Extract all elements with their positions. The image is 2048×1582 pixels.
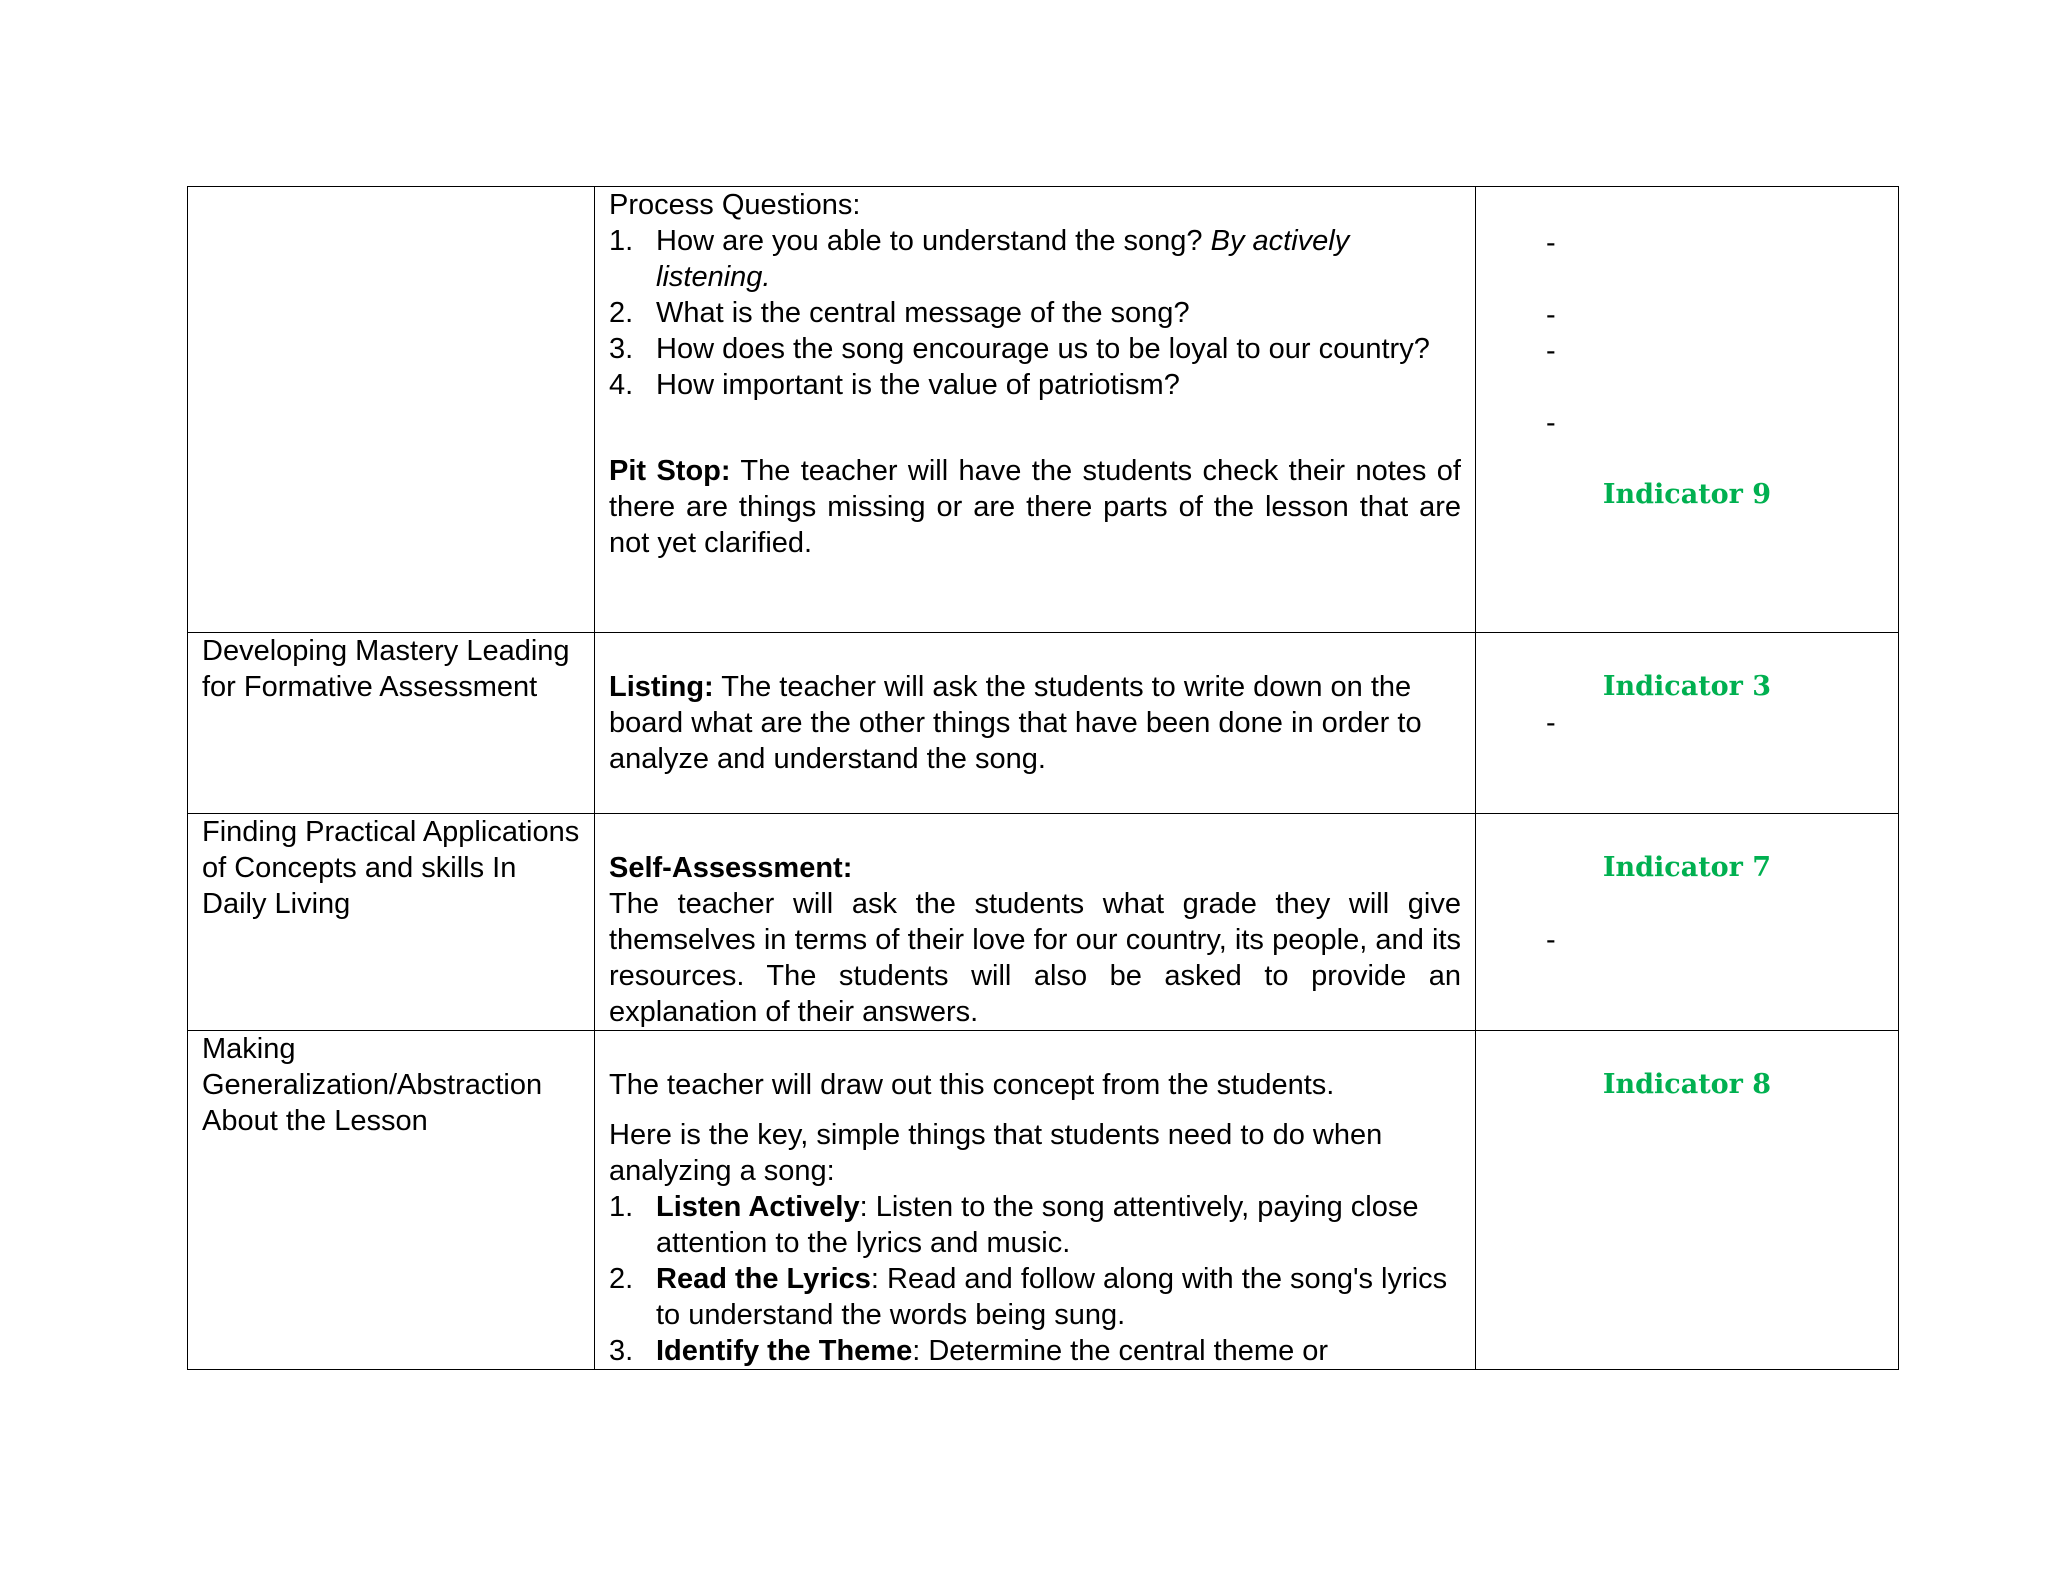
activity-cell — [595, 814, 1476, 1031]
activity-cell — [595, 633, 1476, 814]
indicator-cell — [1476, 633, 1899, 814]
indicator-label: Indicator 8 — [1602, 1069, 1772, 1100]
list-item — [609, 367, 1461, 403]
list-number: 1. — [609, 1191, 634, 1223]
list-number: 2. — [609, 1263, 634, 1295]
dash-mark: - — [1546, 407, 1556, 439]
question-text: What is the central message of the song? — [656, 297, 1190, 329]
step-text: : Read and follow along with the song's lyrics to understand the words being sung. — [656, 1263, 1448, 1331]
indicator-cell — [1476, 814, 1899, 1031]
pit-stop-label: Pit Stop: — [609, 455, 731, 487]
stage-label: Developing Mastery Leading for Formative Assessment — [202, 635, 570, 703]
question-text: How are you able to understand the song? — [656, 225, 1211, 257]
list-number: 4. — [609, 369, 634, 401]
dash-mark: - — [1546, 299, 1556, 331]
step-text: : Determine the central theme or — [912, 1335, 1329, 1367]
table-row — [188, 633, 1899, 814]
intro-paragraph: The teacher will draw out this concept from the students. — [609, 1069, 1335, 1101]
pit-stop-paragraph — [609, 453, 1461, 561]
stage-cell — [188, 814, 595, 1031]
step-label: Read the Lyrics — [656, 1263, 871, 1295]
self-assessment-text: The teacher will ask the students what grade they will give themselves in terms of their love for our country, its people, and its resources. The students will also be asked to provide an explanation of their answers. — [609, 888, 1461, 1028]
dash-mark: - — [1546, 227, 1556, 259]
list-item — [609, 295, 1461, 331]
process-questions-list — [609, 223, 1461, 403]
listing-paragraph — [609, 669, 1461, 777]
stage-cell — [188, 1031, 595, 1370]
stage-label: Finding Practical Applications of Concepts and skills In Daily Living — [202, 816, 580, 920]
list-number: 1. — [609, 225, 634, 257]
list-number: 2. — [609, 297, 634, 329]
indicator-label: Indicator 9 — [1602, 479, 1772, 510]
listing-text: The teacher will ask the students to write down on the board what are the other things that have been done in order to analyze and understand the song. — [609, 671, 1422, 775]
stage-label: Making Generalization/Abstraction About the Lesson — [202, 1033, 543, 1137]
list-item — [609, 1189, 1461, 1261]
dash-mark: - — [1546, 924, 1556, 956]
table-row — [188, 187, 1899, 633]
dash-mark: - — [1546, 707, 1556, 739]
list-number: 3. — [609, 333, 634, 365]
list-item — [609, 331, 1461, 367]
process-questions-heading: Process Questions: — [609, 189, 861, 221]
indicator-cell — [1476, 1031, 1899, 1370]
list-item — [609, 223, 1461, 295]
listing-label: Listing: — [609, 671, 714, 703]
table-row — [188, 814, 1899, 1031]
question-text: How does the song encourage us to be loyal to our country? — [656, 333, 1430, 365]
list-item — [609, 1333, 1461, 1369]
self-assessment-label: Self-Assessment: — [609, 852, 853, 884]
lesson-plan-table — [187, 186, 1899, 1370]
table-row — [188, 1031, 1899, 1370]
step-text: : Listen to the song attentively, paying close attention to the lyrics and music. — [656, 1191, 1419, 1259]
lead-paragraph: Here is the key, simple things that students need to do when analyzing a song: — [609, 1119, 1383, 1187]
list-item — [609, 1261, 1461, 1333]
dash-mark: - — [1546, 335, 1556, 367]
indicator-label: Indicator 3 — [1602, 671, 1772, 702]
analysis-steps-list — [609, 1189, 1461, 1369]
step-label: Listen Actively — [656, 1191, 860, 1223]
list-number: 3. — [609, 1335, 634, 1367]
question-text: How important is the value of patriotism? — [656, 369, 1180, 401]
activity-cell — [595, 1031, 1476, 1370]
question-answer: By actively listening. — [656, 225, 1350, 293]
stage-cell — [188, 187, 595, 633]
stage-cell — [188, 633, 595, 814]
pit-stop-text: The teacher will have the students check their notes of there are things missing or are there parts of the lesson that are not yet clarified. — [609, 455, 1461, 559]
activity-cell — [595, 187, 1476, 633]
indicator-label: Indicator 7 — [1602, 852, 1772, 883]
step-label: Identify the Theme — [656, 1335, 913, 1367]
indicator-cell — [1476, 187, 1899, 633]
